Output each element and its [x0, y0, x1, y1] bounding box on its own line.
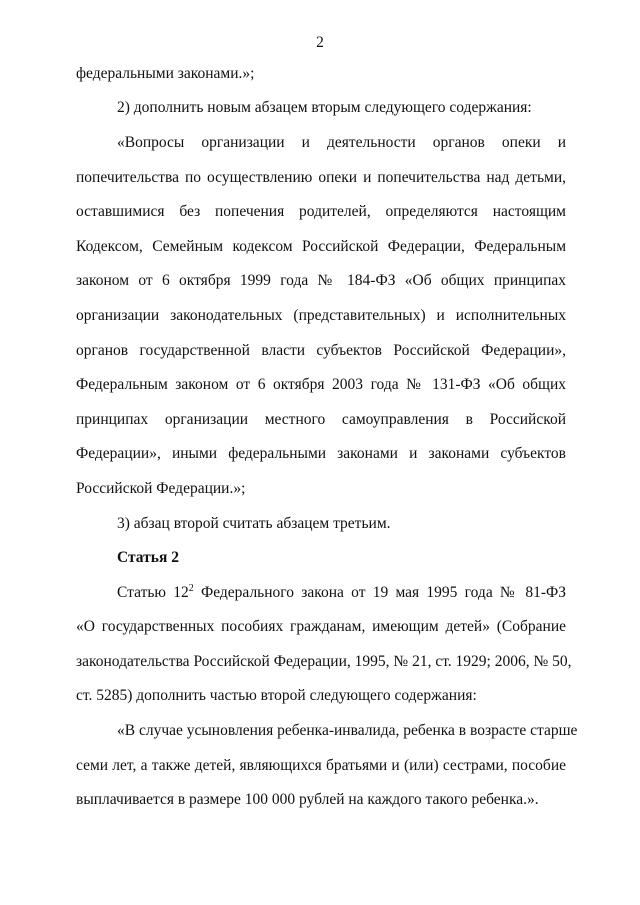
text-line: федеральными законами.»;: [76, 65, 255, 82]
text-line: выплачивается в размере 100 000 рублей на каждого такого ребенка.».: [76, 791, 539, 808]
text-line: Российской Федерации.»;: [76, 480, 246, 497]
text-line: ст. 5285) дополнить частью второй следующего содержания:: [76, 687, 477, 704]
text-line: «О государственных пособиях гражданам, имеющим детей» (Собрание: [76, 618, 566, 635]
text-line: законом от 6 октября 1999 года № 184-ФЗ «Об общих принципах: [76, 272, 566, 289]
text-line: 3) абзац второй считать абзацем третьим.: [117, 515, 391, 532]
text-line: оставшимися без попечения родителей, определяются настоящим: [76, 203, 566, 220]
text-line: 2) дополнить новым абзацем вторым следующего содержания:: [117, 99, 532, 116]
text-fragment: Федерального закона от 19 мая 1995 года № 81-ФЗ: [193, 584, 567, 601]
text-line: попечительства по осуществлению опеки и попечительства над детьми,: [76, 169, 566, 186]
page-number: 2: [316, 34, 324, 51]
text-line: Федерации», иными федеральными законами и законами субъектов: [76, 445, 566, 462]
text-fragment: Статью 12: [117, 584, 189, 601]
text-line: «Вопросы организации и деятельности органов опеки и: [117, 134, 566, 151]
text-line: [117, 583, 566, 603]
text-line: организации законодательных (представительных) и исполнительных: [76, 307, 566, 324]
text-line: «В случае усыновления ребенка-инвалида, ребенка в возрасте старше: [117, 722, 578, 739]
text-line: органов государственной власти субъектов Российской Федерации»,: [76, 342, 566, 359]
superscript: 2: [188, 583, 194, 594]
text-line: Кодексом, Семейным кодексом Российской Федерации, Федеральным: [76, 238, 566, 255]
text-line: принципах организации местного самоуправления в Российской: [76, 411, 566, 428]
article-heading: Статья 2: [117, 549, 179, 566]
text-line: семи лет, а также детей, являющихся братьями и (или) сестрами, пособие: [76, 757, 566, 774]
text-line: законодательства Российской Федерации, 1995, № 21, ст. 1929; 2006, № 50,: [76, 653, 572, 670]
text-line: Федеральным законом от 6 октября 2003 года № 131-ФЗ «Об общих: [76, 376, 566, 393]
